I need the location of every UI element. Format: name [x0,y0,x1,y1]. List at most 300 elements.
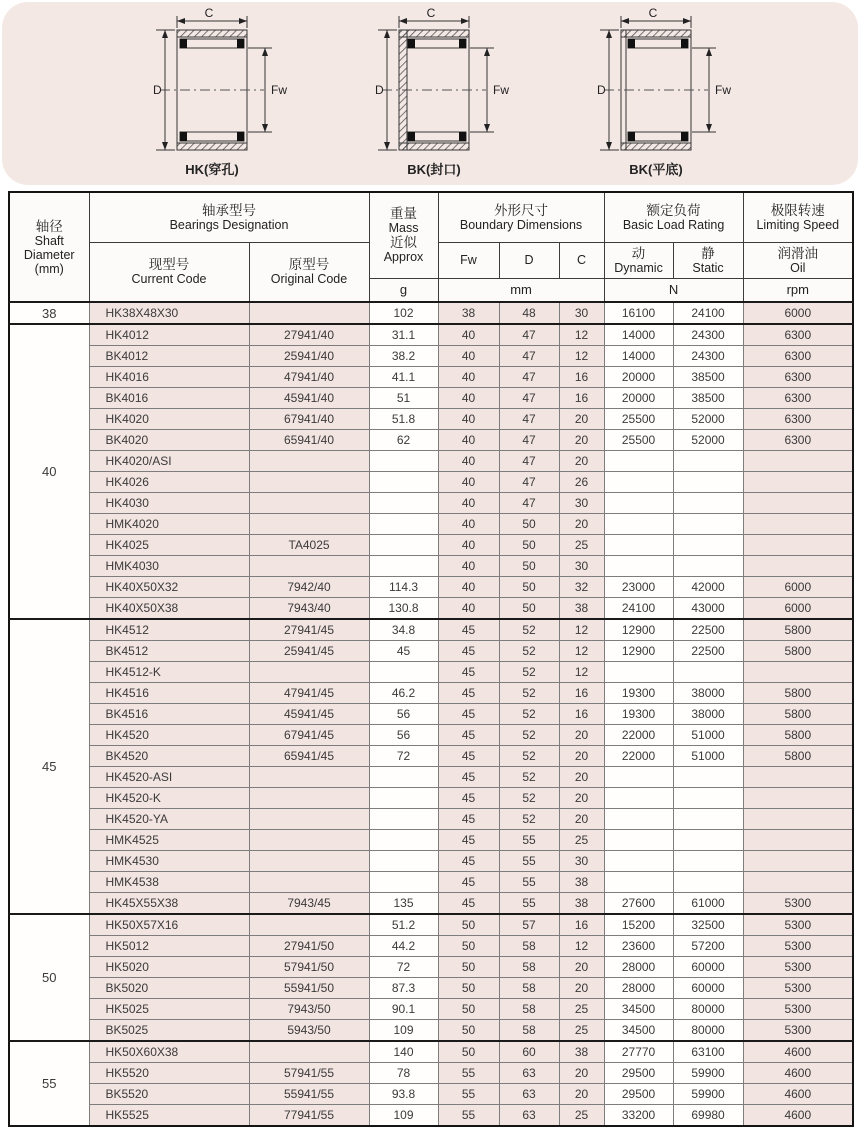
table-row [9,388,853,409]
cell-c: 20 [559,978,604,999]
dim-fw-label: Fw [493,83,509,97]
table-row [9,851,853,872]
cell-mass: 109 [369,1105,438,1127]
cell-mass: 38.2 [369,346,438,367]
cell-mass: 51.2 [369,914,438,936]
cell-static-load: 51000 [673,725,743,746]
cell-original-code: 25941/45 [249,641,369,662]
cell-dynamic-load: 28000 [604,957,673,978]
cell-current-code: HK40X50X32 [89,577,249,598]
cell-static-load: 61000 [673,893,743,915]
cell-original-code [249,662,369,683]
cell-oil-speed [743,830,853,851]
cell-c: 32 [559,577,604,598]
cell-dynamic-load: 27600 [604,893,673,915]
cell-fw: 45 [438,641,499,662]
table-row [9,746,853,767]
cell-original-code [249,830,369,851]
cell-static-load: 60000 [673,978,743,999]
cell-original-code [249,556,369,577]
cell-d: 50 [499,535,559,556]
header-d [499,242,559,278]
header-dynamic-en: Dynamic [614,260,663,275]
dim-fw-label: Fw [715,83,731,97]
cell-c: 25 [559,535,604,556]
cell-current-code: HK5520 [89,1063,249,1084]
cell-original-code [249,451,369,472]
table-row [9,893,853,915]
cell-mass [369,451,438,472]
cell-dynamic-load: 12900 [604,641,673,662]
cell-mass: 93.8 [369,1084,438,1105]
cell-fw: 45 [438,830,499,851]
cell-current-code: HMK4020 [89,514,249,535]
cell-oil-speed: 5800 [743,725,853,746]
table-row [9,641,853,662]
cell-mass [369,830,438,851]
cell-oil-speed [743,767,853,788]
cell-c: 30 [559,556,604,577]
header-fw-label: Fw [460,253,477,267]
cell-dynamic-load: 29500 [604,1084,673,1105]
cell-mass [369,872,438,893]
cell-current-code: HK4520 [89,725,249,746]
cell-current-code: HK4026 [89,472,249,493]
cell-static-load: 63100 [673,1041,743,1063]
cell-c: 16 [559,704,604,725]
table-row [9,367,853,388]
cell-c: 20 [559,514,604,535]
cell-d: 47 [499,346,559,367]
cell-fw: 40 [438,451,499,472]
cell-current-code: BK4016 [89,388,249,409]
cell-original-code: 27941/45 [249,619,369,641]
header-fw [438,242,499,278]
cell-static-load: 24100 [673,302,743,324]
cell-d: 50 [499,514,559,535]
cell-fw: 45 [438,809,499,830]
cell-mass [369,809,438,830]
cell-mass: 34.8 [369,619,438,641]
cell-dynamic-load: 29500 [604,1063,673,1084]
cell-static-load: 80000 [673,1020,743,1042]
cell-dynamic-load [604,872,673,893]
bearing-spec-table [8,191,854,1127]
cell-static-load: 24300 [673,346,743,367]
cell-current-code: HK50X60X38 [89,1041,249,1063]
cell-fw: 50 [438,999,499,1020]
table-row [9,830,853,851]
header-shaft-diameter [9,192,89,302]
cell-c: 38 [559,893,604,915]
header-designation [89,192,369,242]
cell-dynamic-load [604,767,673,788]
cell-oil-speed: 4600 [743,1063,853,1084]
table-row [9,978,853,999]
cell-c: 38 [559,598,604,620]
cell-mass: 114.3 [369,577,438,598]
cell-d: 52 [499,641,559,662]
header-static-en: Static [692,260,724,275]
cell-oil-speed [743,556,853,577]
cell-d: 47 [499,430,559,451]
cell-current-code: HMK4030 [89,556,249,577]
header-oil-zh: 润滑油 [777,245,819,261]
dim-d-label: D [597,83,606,97]
diagram-label-bk-closed: BK(封口) [407,162,461,177]
cell-original-code [249,872,369,893]
header-load-en: Basic Load Rating [622,217,725,232]
cell-oil-speed [743,493,853,514]
cell-fw: 45 [438,893,499,915]
cell-current-code: HK4512 [89,619,249,641]
cell-static-load: 59900 [673,1063,743,1084]
cell-static-load [673,472,743,493]
cell-d: 52 [499,725,559,746]
cell-dynamic-load [604,472,673,493]
cell-mass [369,556,438,577]
cell-shaft-diameter: 45 [9,619,89,914]
cell-c: 12 [559,346,604,367]
cell-oil-speed [743,788,853,809]
catalog-page [0,2,860,1122]
cell-c: 25 [559,830,604,851]
cell-oil-speed: 5800 [743,641,853,662]
table-row [9,346,853,367]
cell-fw: 45 [438,662,499,683]
cell-d: 50 [499,598,559,620]
cell-dynamic-load: 33200 [604,1105,673,1127]
diagram-label-hk: HK(穿孔) [185,162,239,177]
cell-original-code [249,809,369,830]
cell-current-code: HK4025 [89,535,249,556]
cell-d: 63 [499,1105,559,1127]
cell-dynamic-load: 15200 [604,914,673,936]
cell-original-code [249,788,369,809]
cell-dynamic-load: 23000 [604,577,673,598]
cell-fw: 50 [438,914,499,936]
cell-mass: 51.8 [369,409,438,430]
cell-static-load: 80000 [673,999,743,1020]
cell-d: 50 [499,556,559,577]
cell-static-load: 38000 [673,704,743,725]
diagram-panel [2,2,858,185]
cell-d: 47 [499,367,559,388]
cell-fw: 45 [438,872,499,893]
cell-dynamic-load: 22000 [604,746,673,767]
table-row [9,725,853,746]
table-row [9,430,853,451]
cell-dynamic-load: 23600 [604,936,673,957]
cell-static-load: 57200 [673,936,743,957]
cell-fw: 40 [438,388,499,409]
cell-shaft-diameter: 50 [9,914,89,1041]
cell-current-code: HK4020 [89,409,249,430]
cell-original-code: 47941/40 [249,367,369,388]
cell-d: 48 [499,302,559,324]
cell-mass [369,493,438,514]
cell-current-code: BK5025 [89,1020,249,1042]
table-row [9,683,853,704]
cell-d: 47 [499,324,559,346]
cell-fw: 45 [438,725,499,746]
cell-mass: 45 [369,641,438,662]
table-row [9,999,853,1020]
cell-static-load [673,872,743,893]
cell-current-code: HK4520-YA [89,809,249,830]
cell-oil-speed [743,851,853,872]
cell-c: 25 [559,1020,604,1042]
cell-current-code: HMK4525 [89,830,249,851]
cell-dynamic-load [604,451,673,472]
header-current-code [89,242,249,302]
cell-c: 38 [559,1041,604,1063]
cell-oil-speed: 4600 [743,1105,853,1127]
cell-dynamic-load [604,788,673,809]
header-limiting-speed [743,192,853,242]
table-row [9,1063,853,1084]
cell-current-code: HK5020 [89,957,249,978]
cell-dynamic-load: 27770 [604,1041,673,1063]
cell-dynamic-load: 16100 [604,302,673,324]
cell-original-code: 27941/50 [249,936,369,957]
diagram-label-bk-flat: BK(平底) [629,162,683,177]
cell-oil-speed: 5300 [743,914,853,936]
cell-current-code: HK4020/ASI [89,451,249,472]
cell-static-load: 42000 [673,577,743,598]
header-mm-unit [438,278,604,302]
cell-static-load: 38500 [673,388,743,409]
cell-dynamic-load: 14000 [604,324,673,346]
header-d-label: D [524,253,534,267]
cell-c: 16 [559,367,604,388]
cell-c: 12 [559,641,604,662]
cell-static-load [673,451,743,472]
cell-d: 52 [499,746,559,767]
cell-oil-speed: 4600 [743,1041,853,1063]
cell-c: 16 [559,914,604,936]
cell-d: 57 [499,914,559,936]
header-n-unit [604,278,743,302]
cell-fw: 45 [438,619,499,641]
header-mass-unit [369,278,438,302]
cell-current-code: HK4520-K [89,788,249,809]
cell-d: 58 [499,978,559,999]
cell-mass: 44.2 [369,936,438,957]
cell-dynamic-load: 24100 [604,598,673,620]
header-mass-en: Mass [388,221,419,236]
cell-shaft-diameter: 40 [9,324,89,619]
cell-original-code: 7942/40 [249,577,369,598]
table-row [9,914,853,936]
cell-original-code: 47941/45 [249,683,369,704]
header-current-zh: 现型号 [148,257,190,273]
header-original-zh: 原型号 [288,257,330,273]
cell-original-code [249,493,369,514]
cell-dynamic-load: 34500 [604,1020,673,1042]
cell-original-code: 5943/50 [249,1020,369,1042]
table-row [9,472,853,493]
header-designation-en: Bearings Designation [169,217,289,232]
cell-fw: 50 [438,978,499,999]
cell-oil-speed [743,809,853,830]
dim-fw-label: Fw [271,83,287,97]
cell-original-code [249,767,369,788]
cell-mass [369,535,438,556]
cell-mass [369,662,438,683]
cell-c: 20 [559,725,604,746]
rpm-unit-label: rpm [786,282,809,298]
cell-current-code: HK5525 [89,1105,249,1127]
cell-current-code: HK38X48X30 [89,302,249,324]
cell-c: 12 [559,662,604,683]
table-row [9,1020,853,1042]
table-row [9,662,853,683]
table-row [9,872,853,893]
cell-d: 52 [499,704,559,725]
cell-dynamic-load: 19300 [604,683,673,704]
cell-static-load [673,662,743,683]
cell-c: 20 [559,1063,604,1084]
cell-original-code: 67941/40 [249,409,369,430]
cell-oil-speed: 6300 [743,346,853,367]
cell-mass: 140 [369,1041,438,1063]
cell-original-code: 55941/55 [249,1084,369,1105]
header-oil [743,242,853,278]
cell-current-code: HK4016 [89,367,249,388]
cell-fw: 50 [438,936,499,957]
cell-fw: 40 [438,598,499,620]
cell-oil-speed: 6300 [743,324,853,346]
n-unit-label: N [668,282,679,298]
cell-c: 20 [559,746,604,767]
cell-oil-speed: 6000 [743,302,853,324]
cell-current-code: BK4020 [89,430,249,451]
cell-original-code: 45941/45 [249,704,369,725]
bearing-diagrams [2,2,858,185]
cell-oil-speed: 6000 [743,577,853,598]
cell-mass: 56 [369,725,438,746]
cell-oil-speed: 6300 [743,409,853,430]
table-row [9,767,853,788]
header-original-en: Original Code [270,272,348,287]
dim-c-label: C [648,6,658,20]
cell-oil-speed [743,451,853,472]
cell-dynamic-load [604,493,673,514]
spec-table-body [9,302,853,1126]
cell-static-load [673,493,743,514]
cell-mass: 135 [369,893,438,915]
cell-d: 47 [499,388,559,409]
cell-mass: 87.3 [369,978,438,999]
cell-current-code: HK4012 [89,324,249,346]
cell-static-load [673,514,743,535]
cell-original-code: 7943/45 [249,893,369,915]
cell-mass [369,514,438,535]
bearing-diagram-hk [153,6,287,177]
header-load-zh: 额定负荷 [646,202,701,218]
cell-dynamic-load: 19300 [604,704,673,725]
cell-dynamic-load: 34500 [604,999,673,1020]
cell-original-code: 65941/45 [249,746,369,767]
cell-current-code: HK45X55X38 [89,893,249,915]
cell-d: 63 [499,1084,559,1105]
cell-fw: 40 [438,346,499,367]
cell-fw: 40 [438,324,499,346]
cell-oil-speed: 5300 [743,978,853,999]
cell-current-code: HK50X57X16 [89,914,249,936]
table-row [9,324,853,346]
cell-current-code: HK4516 [89,683,249,704]
cell-oil-speed: 5800 [743,704,853,725]
header-mass-zh2: 近似 [390,235,418,251]
cell-oil-speed: 6300 [743,367,853,388]
cell-static-load [673,809,743,830]
header-static-zh: 静 [701,245,715,261]
spec-table-wrap [0,191,860,1127]
cell-d: 47 [499,493,559,514]
cell-fw: 40 [438,535,499,556]
cell-dynamic-load: 12900 [604,619,673,641]
cell-fw: 40 [438,409,499,430]
cell-d: 55 [499,830,559,851]
bearing-diagram-bk-flat [597,6,731,177]
cell-original-code: 25941/40 [249,346,369,367]
cell-mass: 46.2 [369,683,438,704]
cell-original-code [249,1041,369,1063]
cell-d: 50 [499,577,559,598]
cell-oil-speed: 4600 [743,1084,853,1105]
cell-current-code: HK4512-K [89,662,249,683]
cell-current-code: BK5520 [89,1084,249,1105]
cell-c: 25 [559,999,604,1020]
cell-c: 16 [559,388,604,409]
table-row [9,1105,853,1127]
cell-c: 12 [559,619,604,641]
cell-mass: 72 [369,746,438,767]
cell-original-code [249,472,369,493]
cell-oil-speed: 5300 [743,1020,853,1042]
table-row [9,788,853,809]
header-boundary-zh: 外形尺寸 [494,202,549,218]
cell-static-load: 24300 [673,324,743,346]
cell-dynamic-load [604,809,673,830]
header-dynamic [604,242,673,278]
cell-mass [369,767,438,788]
cell-static-load: 52000 [673,430,743,451]
header-c [559,242,604,278]
cell-static-load [673,767,743,788]
cell-fw: 45 [438,767,499,788]
cell-original-code: 67941/45 [249,725,369,746]
cell-original-code: 77941/55 [249,1105,369,1127]
cell-c: 20 [559,767,604,788]
cell-original-code [249,914,369,936]
cell-mass: 41.1 [369,367,438,388]
table-row [9,619,853,641]
cell-original-code [249,514,369,535]
header-rpm-unit [743,278,853,302]
table-row [9,535,853,556]
cell-oil-speed: 6300 [743,430,853,451]
cell-dynamic-load [604,535,673,556]
header-shaft-en2: Diameter [23,247,75,262]
table-row [9,493,853,514]
cell-d: 47 [499,472,559,493]
cell-current-code: HMK4538 [89,872,249,893]
table-row [9,302,853,324]
cell-fw: 55 [438,1063,499,1084]
